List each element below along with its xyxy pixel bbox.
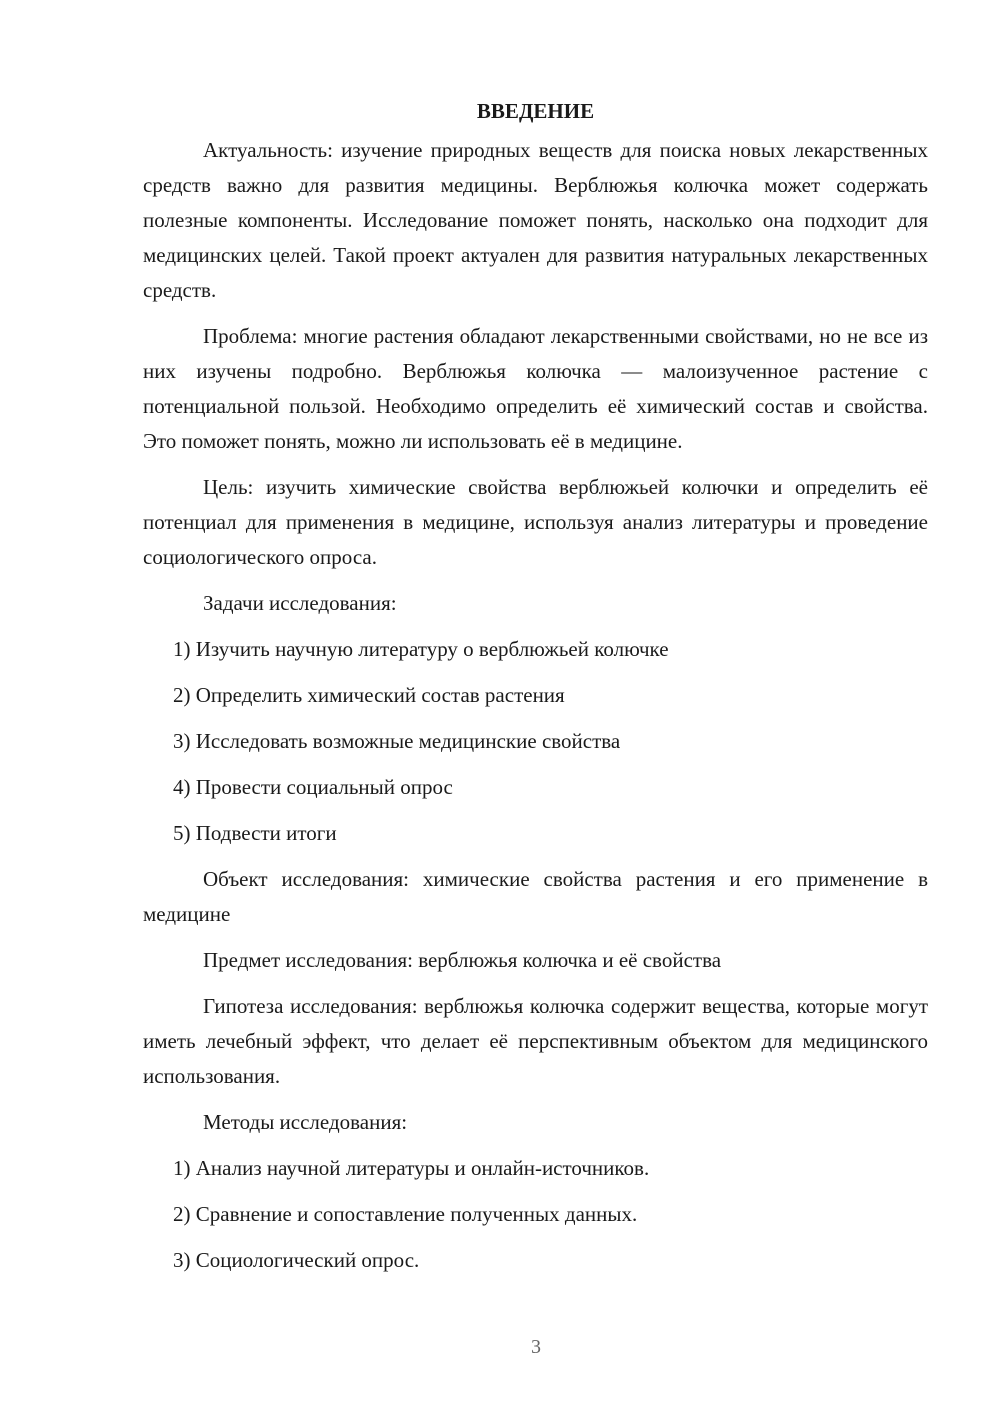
object-paragraph: Объект исследования: химические свойства растения и его применение в медицине (143, 867, 928, 926)
document-page (143, 96, 928, 1289)
list-item: 3) Исследовать возможные медицинские свойства (173, 729, 621, 753)
list-item: 2) Сравнение и сопоставление полученных данных. (173, 1202, 638, 1226)
methods-list (143, 1151, 928, 1278)
list-item: 2) Определить химический состав растения (173, 683, 565, 707)
page-title: ВВЕДЕНИЕ (476, 99, 595, 123)
problem-paragraph: Проблема: многие растения обладают лекарственными свойствами, но не все из них изучены подробно. Верблюжья колючка — малоизученное растение с потенциальной пользой. Необходимо определить её химический состав и свойства. Это поможет понять, можно ли использовать её в медицине. (143, 324, 928, 453)
list-item: 1) Анализ научной литературы и онлайн-источников. (173, 1156, 650, 1180)
page-number: 3 (531, 1336, 541, 1358)
list-item: 1) Изучить научную литературу о верблюжьей колючке (173, 637, 669, 661)
list-item: 3) Социологический опрос. (173, 1248, 420, 1272)
list-item: 4) Провести социальный опрос (173, 775, 453, 799)
relevance-paragraph: Актуальность: изучение природных веществ для поиска новых лекарственных средств важно для развития медицины. Верблюжья колючка может содержать полезные компоненты. Исследование поможет понять, насколько она подходит для медицинских целей. Такой проект актуален для развития натуральных лекарственных средств. (143, 138, 928, 302)
tasks-heading: Задачи исследования: (203, 591, 397, 615)
subject-paragraph: Предмет исследования: верблюжья колючка и её свойства (203, 948, 722, 972)
goal-paragraph: Цель: изучить химические свойства верблюжьей колючки и определить её потенциал для применения в медицине, используя анализ литературы и проведение социологического опроса. (143, 475, 928, 569)
list-item: 5) Подвести итоги (173, 821, 337, 845)
hypothesis-paragraph: Гипотеза исследования: верблюжья колючка содержит вещества, которые могут иметь лечебный эффект, что делает её перспективным объектом для медицинского использования. (143, 994, 928, 1088)
tasks-list (143, 632, 928, 851)
methods-heading: Методы исследования: (203, 1110, 408, 1134)
